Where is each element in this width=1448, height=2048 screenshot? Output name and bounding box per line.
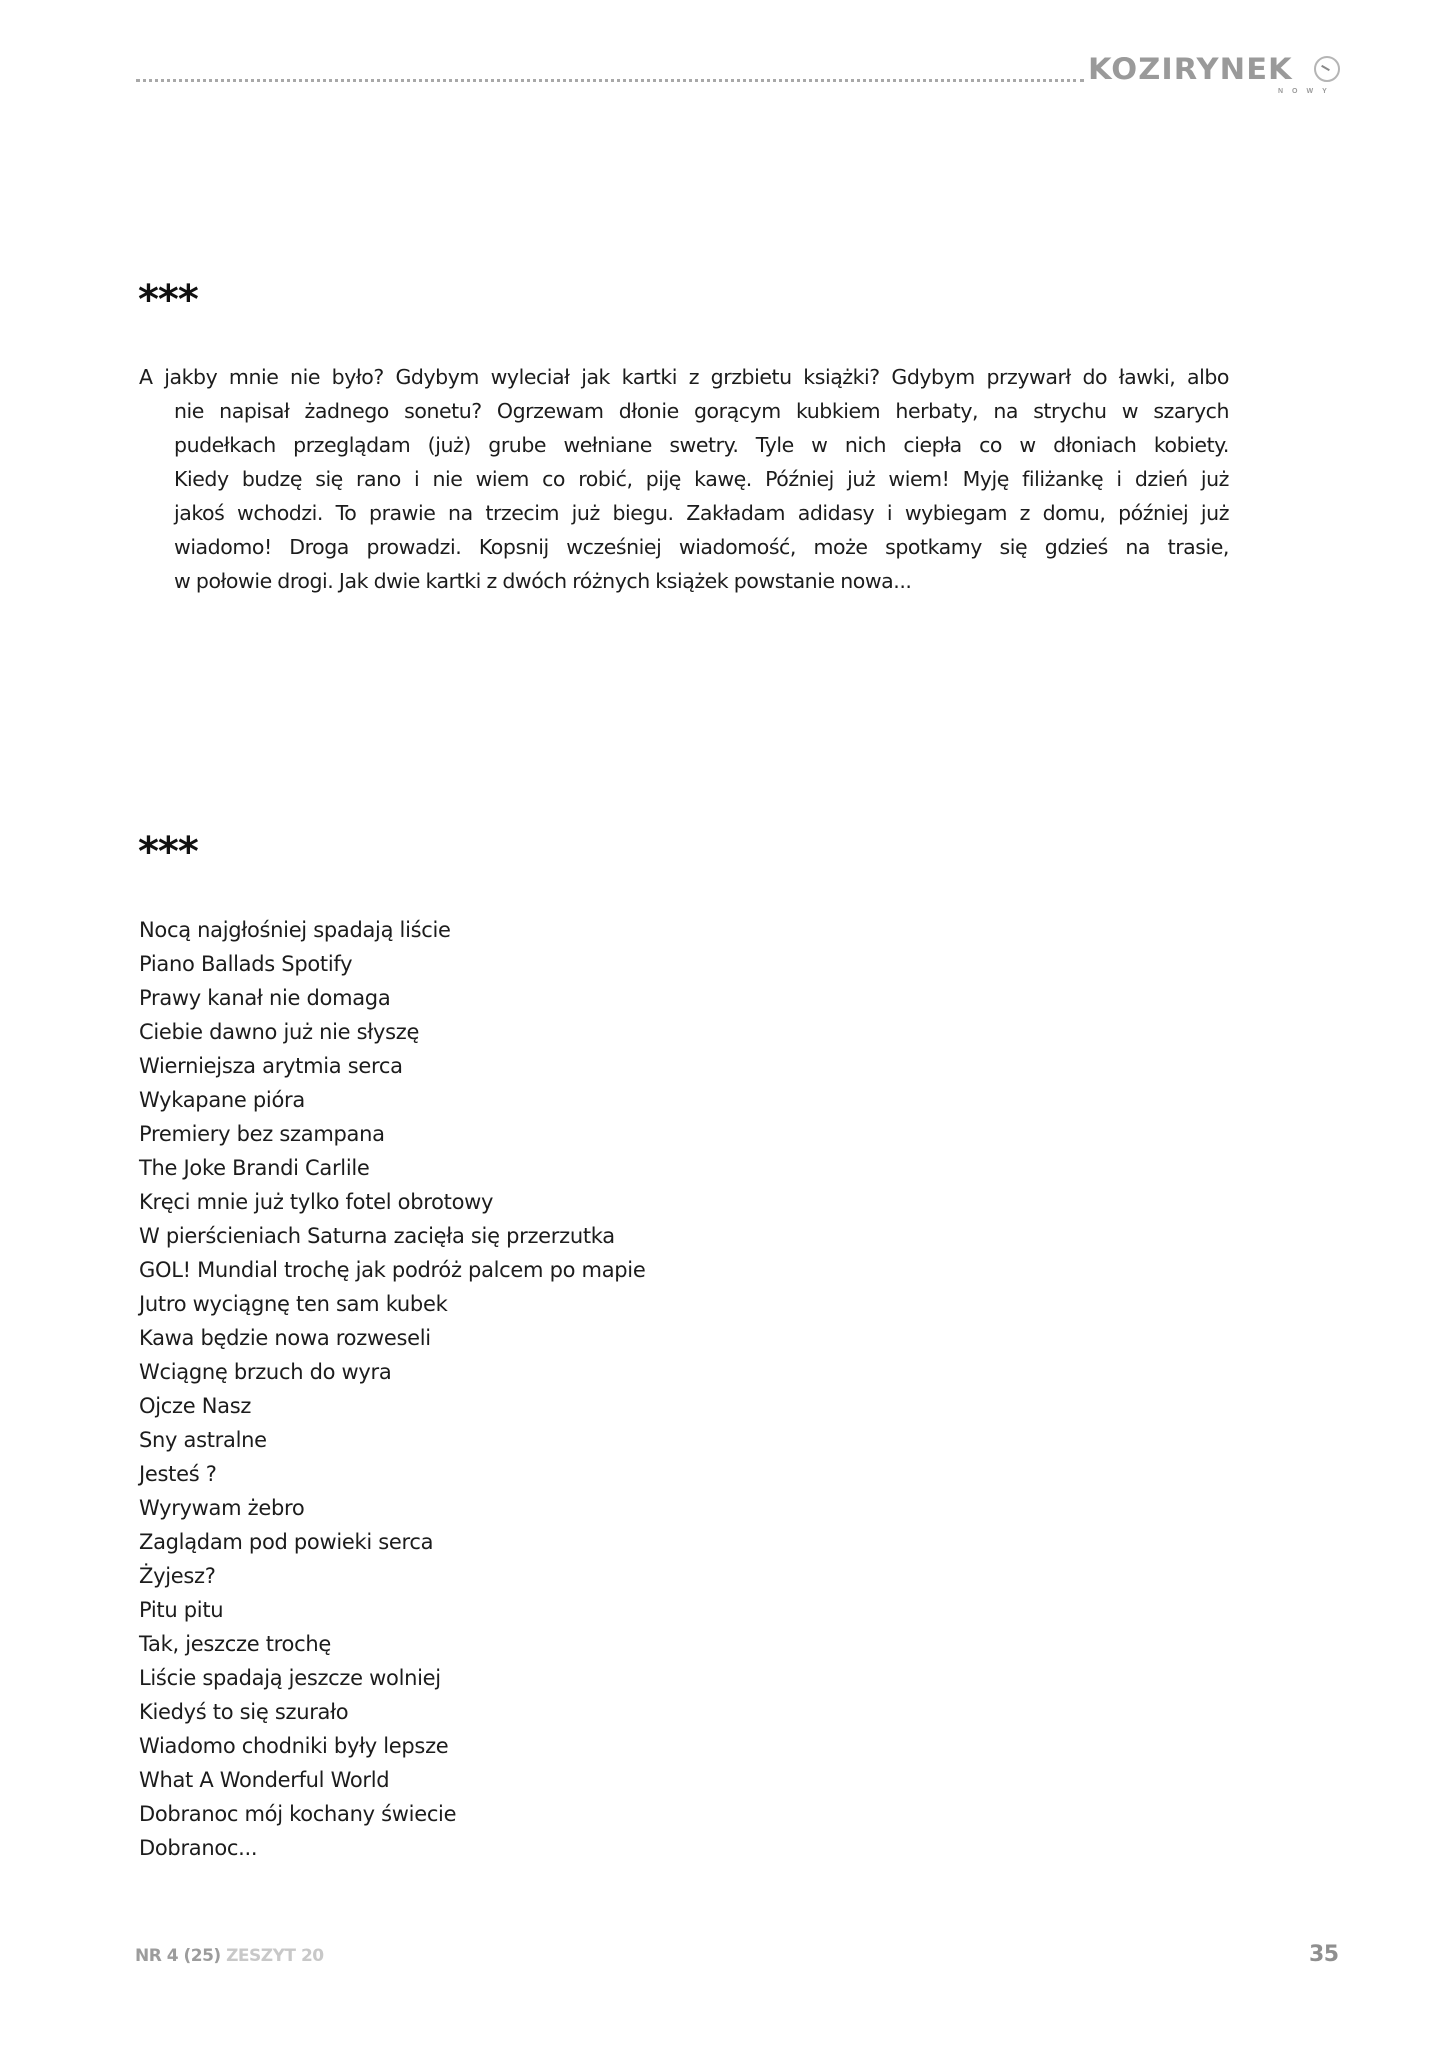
poem-line: Premiery bez szampana xyxy=(139,1122,385,1146)
poem-line: What A Wonderful World xyxy=(139,1768,390,1792)
prose-line: pudełkach przeglądam (już) grube wełniane swetry. Tyle w nich ciepła co w dłoniach kobiety. xyxy=(174,433,1229,457)
poem-line: Dobranoc... xyxy=(139,1836,258,1860)
poem-line: Wierniejsza arytmia serca xyxy=(139,1054,403,1078)
poem-line: W pierścieniach Saturna zacięła się przerzutka xyxy=(139,1224,615,1248)
poem-line: GOL! Mundial trochę jak podróż palcem po mapie xyxy=(139,1258,646,1282)
poem-line: Kiedyś to się szurało xyxy=(139,1700,349,1724)
prose-paragraph xyxy=(139,360,1229,598)
poem-line: Żyjesz? xyxy=(139,1564,216,1588)
poem-line: Dobranoc mój kochany świecie xyxy=(139,1802,457,1826)
poem-line: Ojcze Nasz xyxy=(139,1394,252,1418)
page-number: 35 xyxy=(1309,1942,1339,1967)
volume-label: ZESZYT 20 xyxy=(226,1946,324,1966)
poem-line: Wiadomo chodniki były lepsze xyxy=(139,1734,449,1758)
poem-line: Pitu pitu xyxy=(139,1598,224,1622)
poem-line: Jutro wyciągnę ten sam kubek xyxy=(139,1292,448,1316)
poem-line: Ciebie dawno już nie słyszę xyxy=(139,1020,420,1044)
issue-number: NR 4 (25) xyxy=(135,1946,221,1966)
poem-line: Zaglądam pod powieki serca xyxy=(139,1530,434,1554)
prose-line: jakoś wchodzi. To prawie na trzecim już biegu. Zakładam adidasy i wybiegam z domu, później już xyxy=(174,501,1229,525)
poem-line: Piano Ballads Spotify xyxy=(139,952,353,976)
clock-icon xyxy=(1314,56,1340,82)
poem-line: Kawa będzie nowa rozweseli xyxy=(139,1326,431,1350)
prose-line: Kiedy budzę się rano i nie wiem co robić, piję kawę. Później już wiem! Myję filiżankę i dzień już xyxy=(174,467,1229,491)
section-separator: *** xyxy=(138,829,198,875)
section-separator: *** xyxy=(138,277,198,323)
poem-line: The Joke Brandi Carlile xyxy=(139,1156,370,1180)
poem-line: Wciągnę brzuch do wyra xyxy=(139,1360,392,1384)
header-dotted-rule xyxy=(136,79,1084,82)
poem-line: Nocą najgłośniej spadają liście xyxy=(139,918,451,942)
poem-line: Kręci mnie już tylko fotel obrotowy xyxy=(139,1190,494,1214)
footer-issue-info xyxy=(135,1946,324,1966)
prose-line: w połowie drogi. Jak dwie kartki z dwóch różnych książek powstanie nowa... xyxy=(174,569,912,593)
poem-line: Prawy kanał nie domaga xyxy=(139,986,391,1010)
poem xyxy=(139,913,645,1865)
logo-subtitle: NOWY xyxy=(1278,88,1336,95)
logo-text: KOZIRYNEK xyxy=(1088,52,1293,86)
poem-line: Sny astralne xyxy=(139,1428,267,1452)
poem-line: Jesteś ? xyxy=(139,1462,217,1486)
prose-line: nie napisał żadnego sonetu? Ogrzewam dłonie gorącym kubkiem herbaty, na strychu w szarych xyxy=(174,399,1229,423)
poem-line: Liście spadają jeszcze wolniej xyxy=(139,1666,441,1690)
prose-line: wiadomo! Droga prowadzi. Kopsnij wcześniej wiadomość, może spotkamy się gdzieś na trasie, xyxy=(174,535,1229,559)
prose-line: A jakby mnie nie było? Gdybym wyleciał jak kartki z grzbietu książki? Gdybym przywarł do ławki, albo xyxy=(139,365,1229,389)
poem-line: Wyrywam żebro xyxy=(139,1496,305,1520)
poem-line: Wykapane pióra xyxy=(139,1088,305,1112)
magazine-logo xyxy=(1088,52,1348,102)
poem-line: Tak, jeszcze trochę xyxy=(139,1632,331,1656)
